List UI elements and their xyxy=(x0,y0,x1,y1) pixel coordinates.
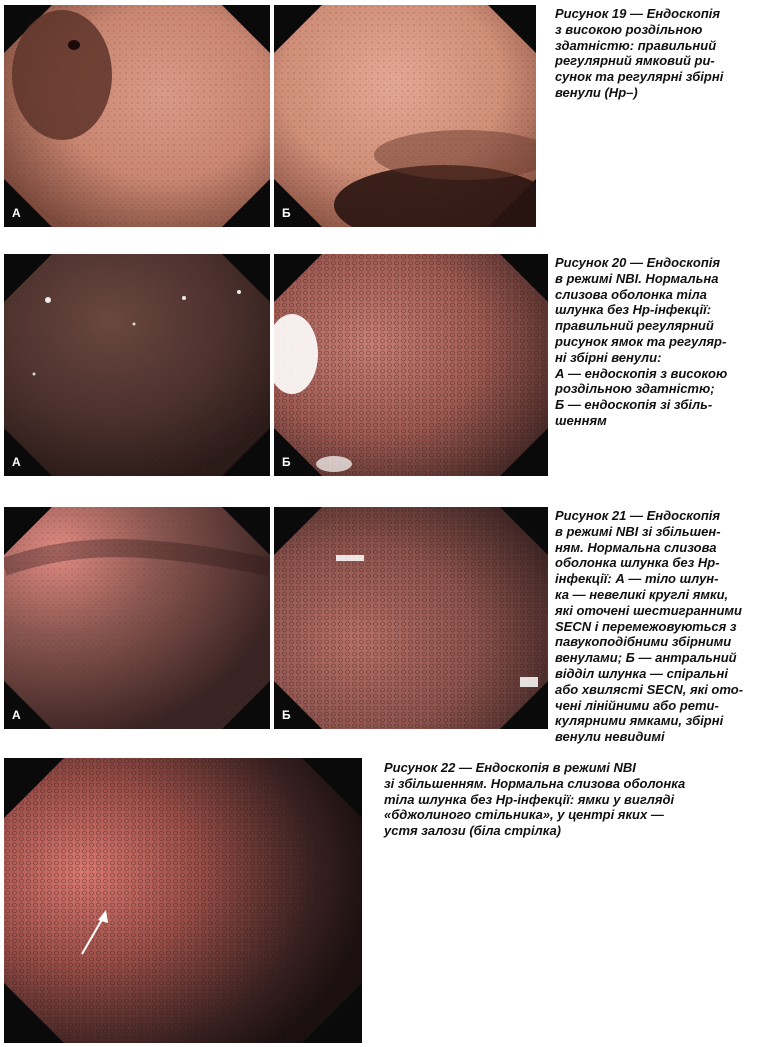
figure-21-caption: Рисунок 21 — Ендоскопія в режимі NBI зі збільшен- ням. Нормальна слизова оболонка шлунка без Hp- інфекції: А — тіло шлун- ка — невеликі круглі ямки, які оточені шестигранними SECN і перемежовуються з павукоподібними збірними венулами; Б — антральний відділ шлунка — спіральні або хвилясті SECN, які ото- чені лінійними або рети- кулярними ямками, збірні венули невидимі xyxy=(555,508,744,745)
panel-letter-a: А xyxy=(12,455,21,469)
panel-letter-b: Б xyxy=(282,206,291,220)
panel-letter-b: Б xyxy=(282,455,291,469)
figure-19-image-a xyxy=(4,5,270,227)
figure-19-caption: Рисунок 19 — Ендоскопія з високою роздільною здатністю: правильний регулярний ямковий ри- сунок та регулярні збірні венули (Hp–) xyxy=(555,6,724,100)
figure-20-image-a xyxy=(4,254,270,476)
figure-22-caption: Рисунок 22 — Ендоскопія в режимі NBI зі збільшенням. Нормальна слизова оболонка тіла шлунка без Hp-інфекції: ямки у вигляді «бджолиного стільника», у центрі яких — устя залози (біла стрілка) xyxy=(384,760,686,839)
figure-20-caption: Рисунок 20 — Ендоскопія в режимі NBI. Нормальна слизова оболонка тіла шлунка без Hp-інфекції: правильний регулярний рисунок ямок та регуляр- ні збірні венули: А — ендоскопія з високою роздільною здатністю; Б — ендоскопія зі збіль- шенням xyxy=(555,255,728,428)
figure-20-image-b xyxy=(274,254,548,476)
figure-21-image-b xyxy=(274,507,548,729)
figure-22-image xyxy=(4,758,362,1043)
figure-19-image-b xyxy=(274,5,536,227)
panel-letter-b: Б xyxy=(282,708,291,722)
figure-21-image-a xyxy=(4,507,270,729)
panel-letter-a: А xyxy=(12,708,21,722)
panel-letter-a: А xyxy=(12,206,21,220)
